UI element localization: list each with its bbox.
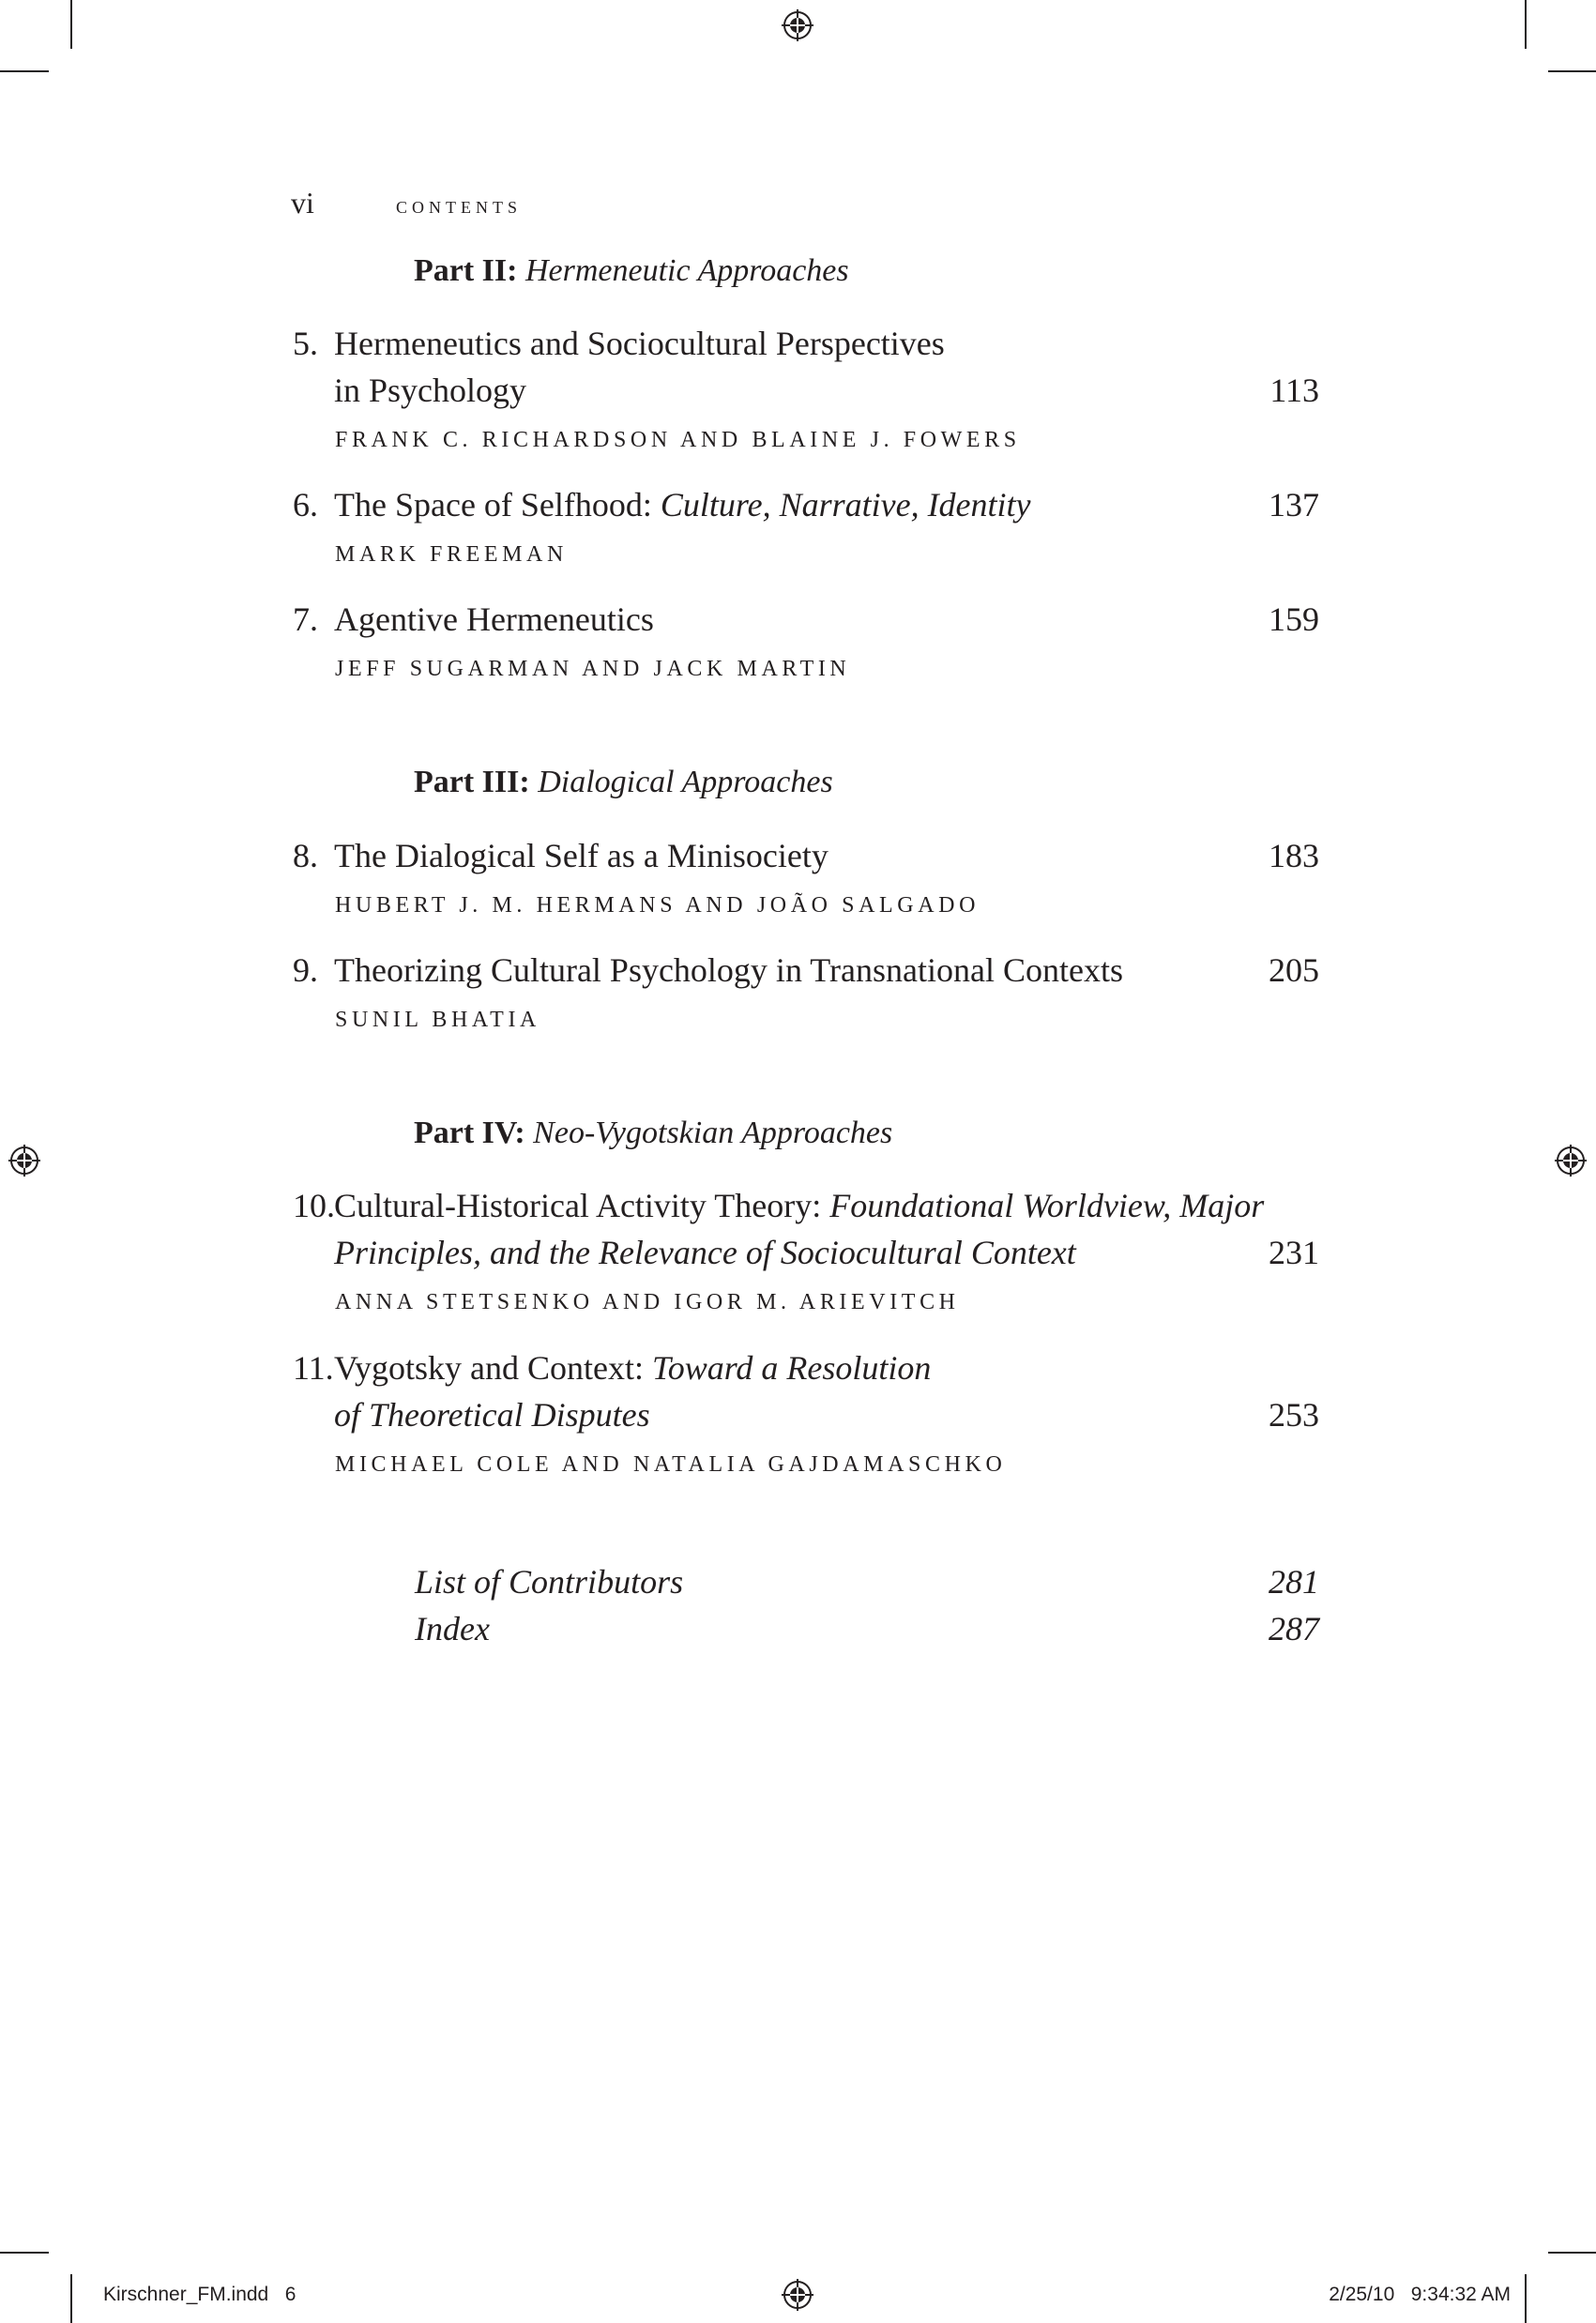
chapter-number: 11. — [293, 1349, 334, 1387]
chapter-subtitle: Foundational Worldview, Major — [829, 1187, 1265, 1224]
part-title: Hermeneutic Approaches — [524, 253, 849, 288]
registration-mark-icon — [782, 9, 813, 41]
chapter-title: Theorizing Cultural Psychology in Transnational Contexts — [334, 951, 1123, 989]
part-title: Neo-Vygotskian Approaches — [533, 1116, 893, 1150]
chapter-number: 9. — [293, 951, 318, 989]
part-title: Dialogical Approaches — [538, 765, 833, 799]
chapter-title: Agentive Hermeneutics — [334, 600, 654, 638]
chapter-authors: FRANK C. RICHARDSON AND BLAINE J. FOWERS — [335, 428, 1021, 452]
part-label: Part II: — [414, 253, 518, 288]
page-number: 137 — [1269, 486, 1319, 524]
crop-mark — [1525, 0, 1527, 49]
crop-mark — [0, 70, 49, 72]
page-number: 183 — [1269, 837, 1319, 874]
chapter-subtitle: Culture, Narrative, Identity — [660, 486, 1031, 524]
chapter-authors: JEFF SUGARMAN AND JACK MARTIN — [335, 657, 851, 681]
chapter-title-continued — [334, 1233, 1076, 1272]
backmatter-page: 281 — [1269, 1563, 1319, 1601]
crop-mark — [1525, 2274, 1527, 2323]
chapter-subtitle-continued: of Theoretical Disputes — [334, 1396, 650, 1434]
registration-mark-icon — [782, 2279, 813, 2311]
chapter-title — [334, 1348, 931, 1388]
chapter-number: 10. — [293, 1187, 335, 1224]
part-label: Part III: — [414, 765, 530, 799]
part-heading — [414, 765, 833, 800]
page-number: 205 — [1269, 951, 1319, 989]
part-heading — [414, 253, 849, 289]
page-number: 159 — [1269, 600, 1319, 638]
chapter-subtitle-continued: Principles, and the Relevance of Sociocultural Context — [334, 1234, 1076, 1271]
chapter-title — [334, 485, 1031, 524]
chapter-title: The Dialogical Self as a Minisociety — [334, 837, 828, 874]
page-number: 253 — [1269, 1396, 1319, 1434]
chapter-number: 7. — [293, 600, 318, 638]
crop-mark — [1548, 70, 1596, 72]
chapter-authors: MICHAEL COLE AND NATALIA GAJDAMASCHKO — [335, 1452, 1007, 1477]
chapter-authors: HUBERT J. M. HERMANS AND JOÃO SALGADO — [335, 893, 980, 918]
chapter-subtitle: Toward a Resolution — [652, 1349, 932, 1387]
chapter-authors: MARK FREEMAN — [335, 542, 568, 567]
chapter-title — [334, 1186, 1264, 1225]
backmatter-page: 287 — [1269, 1610, 1319, 1647]
page-number: 113 — [1269, 372, 1319, 409]
crop-mark — [70, 0, 72, 49]
page-folio: vi — [291, 186, 314, 220]
chapter-authors: SUNIL BHATIA — [335, 1008, 540, 1032]
backmatter-title: Index — [415, 1610, 490, 1647]
registration-mark-icon — [8, 1145, 40, 1177]
chapter-title-continued — [334, 1395, 650, 1435]
chapter-title-main: Vygotsky and Context: — [334, 1349, 652, 1387]
slug-filename: Kirschner_FM.indd 6 — [103, 2284, 296, 2305]
part-label: Part IV: — [414, 1116, 525, 1150]
crop-mark — [70, 2274, 72, 2323]
chapter-number: 8. — [293, 837, 318, 874]
part-heading — [414, 1116, 892, 1151]
chapter-title-main: Cultural-Historical Activity Theory: — [334, 1187, 830, 1224]
page-number: 231 — [1269, 1234, 1319, 1271]
crop-mark — [1548, 2252, 1596, 2254]
registration-mark-icon — [1555, 1145, 1587, 1177]
chapter-title-continued: in Psychology — [334, 372, 527, 409]
chapter-title: Hermeneutics and Sociocultural Perspectives — [334, 325, 945, 362]
slug-timestamp: 2/25/10 9:34:32 AM — [1329, 2284, 1511, 2305]
chapter-title-main: The Space of Selfhood: — [334, 486, 661, 524]
chapter-number: 6. — [293, 486, 318, 524]
backmatter-title: List of Contributors — [415, 1563, 684, 1601]
running-head: contents — [396, 193, 522, 219]
crop-mark — [0, 2252, 49, 2254]
chapter-authors: ANNA STETSENKO AND IGOR M. ARIEVITCH — [335, 1290, 960, 1314]
chapter-number: 5. — [293, 325, 318, 362]
